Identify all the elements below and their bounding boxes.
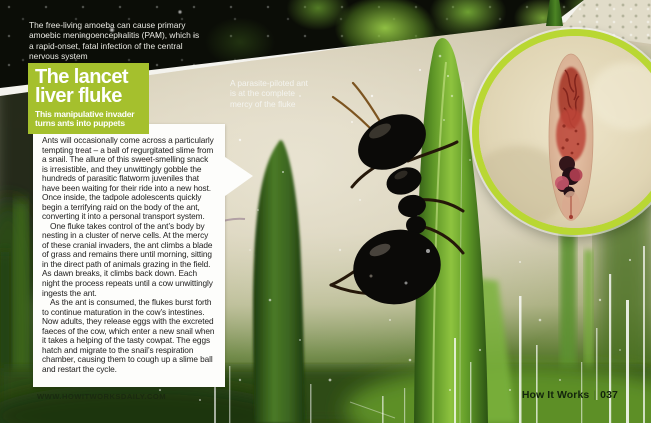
- headline-subtitle: This manipulative invader turns ants into puppets: [35, 108, 135, 129]
- fluke-svg: [479, 36, 651, 228]
- amoeba-caption: The free-living amoeba can cause primary amoebic meningoencephalitis (PAM), which is a rapid-onset, fatal infection of the central nervous system: [29, 20, 200, 62]
- page-separator: |: [593, 389, 597, 401]
- page-number: 037: [600, 389, 618, 401]
- magazine-name: How It Works: [521, 389, 590, 401]
- footer-website: WWW.HOWITWORKSDAILY.COM: [37, 392, 167, 401]
- article-box: [33, 124, 225, 387]
- headline-box: [28, 63, 149, 134]
- article-paragraph: Ants will occasionally come across a particularly tempting treat – a ball of regurgitated slime from a snail. The allure of this sweet-smelling snack is irresistible, and they unwittingly gobble the hundreds of parasitic flatworm juveniles that have been waiting for their ride into a new host. Once inside, the tadpole adolescents quickly begin a terrifying raid on the body of the ant, converting it into a personal transport system.: [42, 135, 214, 222]
- photo-caption: A parasite-piloted ant is at the complete mercy of the fluke: [230, 78, 308, 109]
- article-paragraph: One fluke takes control of the ant’s body by nesting in a cluster of nerve cells. At the mercy of these cranial invaders, the ant climbs a blade of grass and remains there until morning, sitting in the direct path of animals grazing in the field. As dawn breaks, it climbs back down. Each night the process repeats until a cow unwittingly ingests the ant.: [42, 220, 213, 298]
- headline-title: The lancet liver fluke: [35, 66, 128, 108]
- article-paragraph: As the ant is consumed, the flukes burst forth to continue maturation in the cow’s intestines. Now adults, they release eggs with the excreted faeces of the cow, which enter a new snail when it takes a helping of the tasty cowpat. The eggs hatch and migrate to the snail’s respiration chamber, causing them to cough up a slime ball and restart the cycle.: [42, 297, 215, 374]
- footer-pagination: [522, 389, 618, 401]
- fluke-illustration: [549, 54, 593, 221]
- article-pointer: [225, 157, 253, 196]
